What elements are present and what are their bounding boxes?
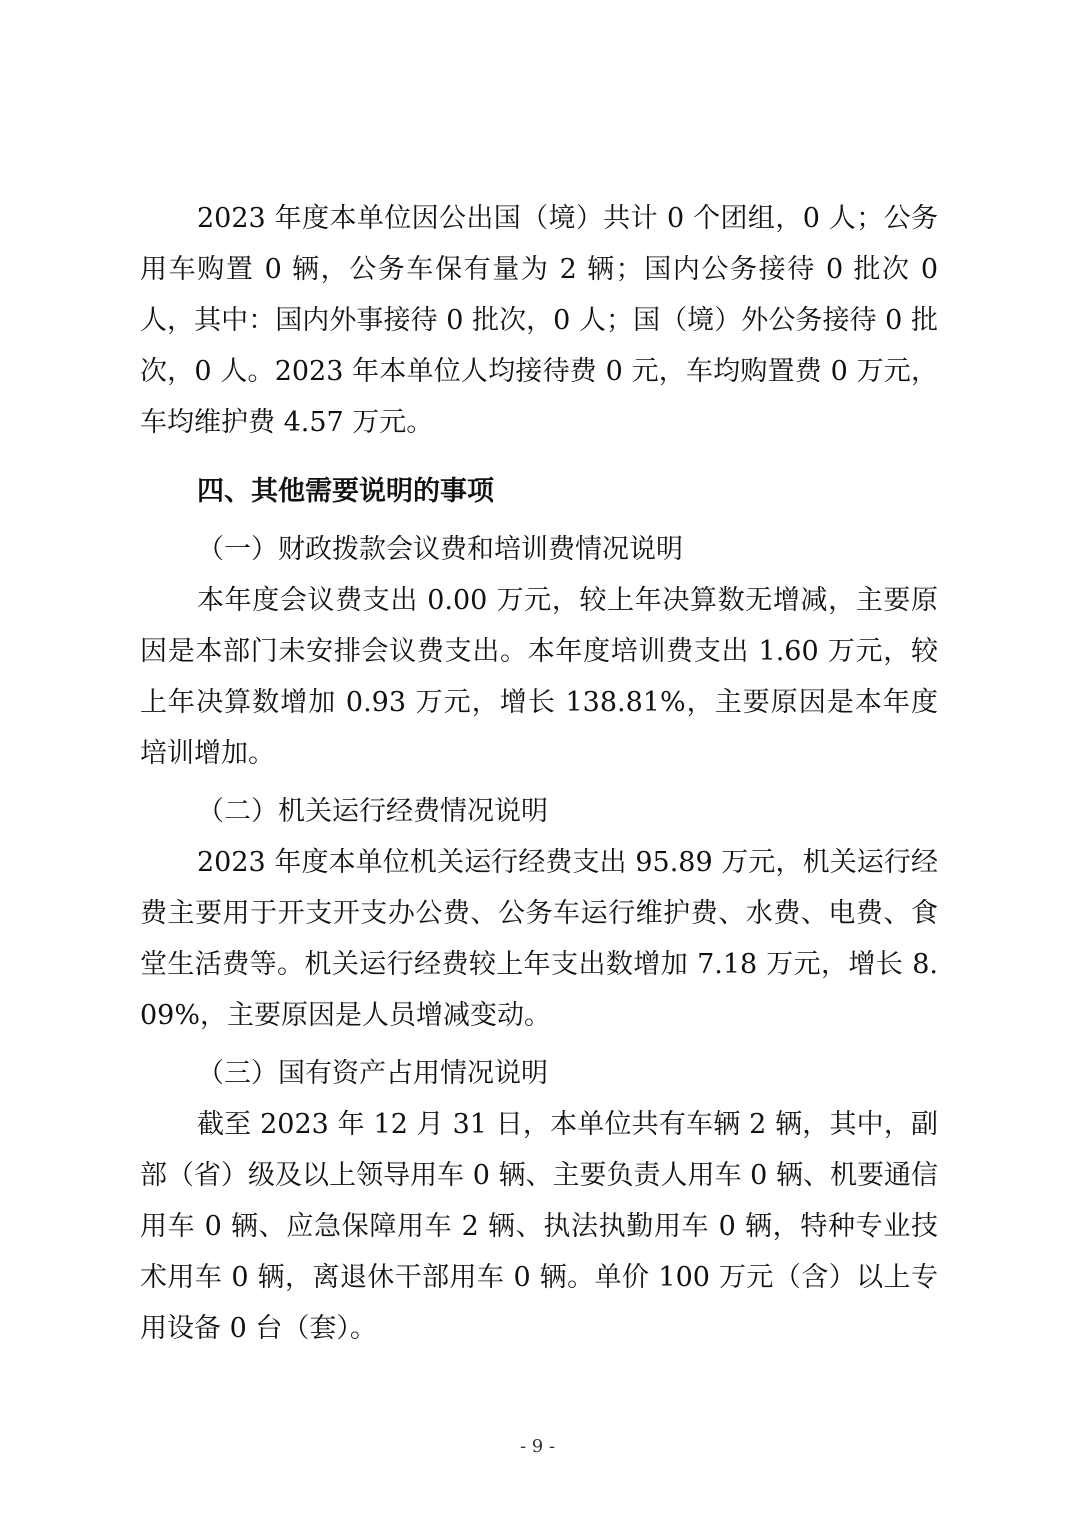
subheading-operating-expenses: （二）机关运行经费情况说明 xyxy=(197,796,548,827)
subheading-meeting-training-fees: （一）财政拨款会议费和培训费情况说明 xyxy=(197,534,683,565)
paragraph-official-travel-vehicles: 2023 年度本单位因公出国（境）共计 0 个团组，0 人；公务用车购置 0 辆，公务车保有量为 2 辆；国内公务接待 0 批次 0 人，其中：国内外事接待 0 批次，0 人；国（境）外公务接待 0 批次，0 人。2023 年本单位人均接待费 0 元，车均购置费 0 万元，车均维护费 4.57 万元。 xyxy=(140,203,938,438)
section-heading-other-matters: 四、其他需要说明的事项 xyxy=(197,476,494,507)
paragraph-state-assets: 截至 2023 年 12 月 31 日，本单位共有车辆 2 辆，其中，副部（省）级及以上领导用车 0 辆、主要负责人用车 0 辆、机要通信用车 0 辆、应急保障用车 2 辆、执法执勤用车 0 辆，特种专业技术用车 0 辆，离退休干部用车 0 辆。单价 100 万元（含）以上专用设备 0 台（套）。 xyxy=(140,1109,938,1344)
subheading-state-assets: （三）国有资产占用情况说明 xyxy=(197,1058,548,1089)
page-number: - 9 - xyxy=(519,1436,556,1457)
paragraph-meeting-training-fees: 本年度会议费支出 0.00 万元，较上年决算数无增减，主要原因是本部门未安排会议费支出。本年度培训费支出 1.60 万元，较上年决算数增加 0.93 万元，增长 138.81%，主要原因是本年度培训增加。 xyxy=(140,585,938,769)
paragraph-operating-expenses: 2023 年度本单位机关运行经费支出 95.89 万元，机关运行经费主要用于开支开支办公费、公务车运行维护费、水费、电费、食堂生活费等。机关运行经费较上年支出数增加 7.18 万元，增长 8.09%，主要原因是人员增减变动。 xyxy=(140,847,938,1031)
document-body xyxy=(140,193,938,1354)
